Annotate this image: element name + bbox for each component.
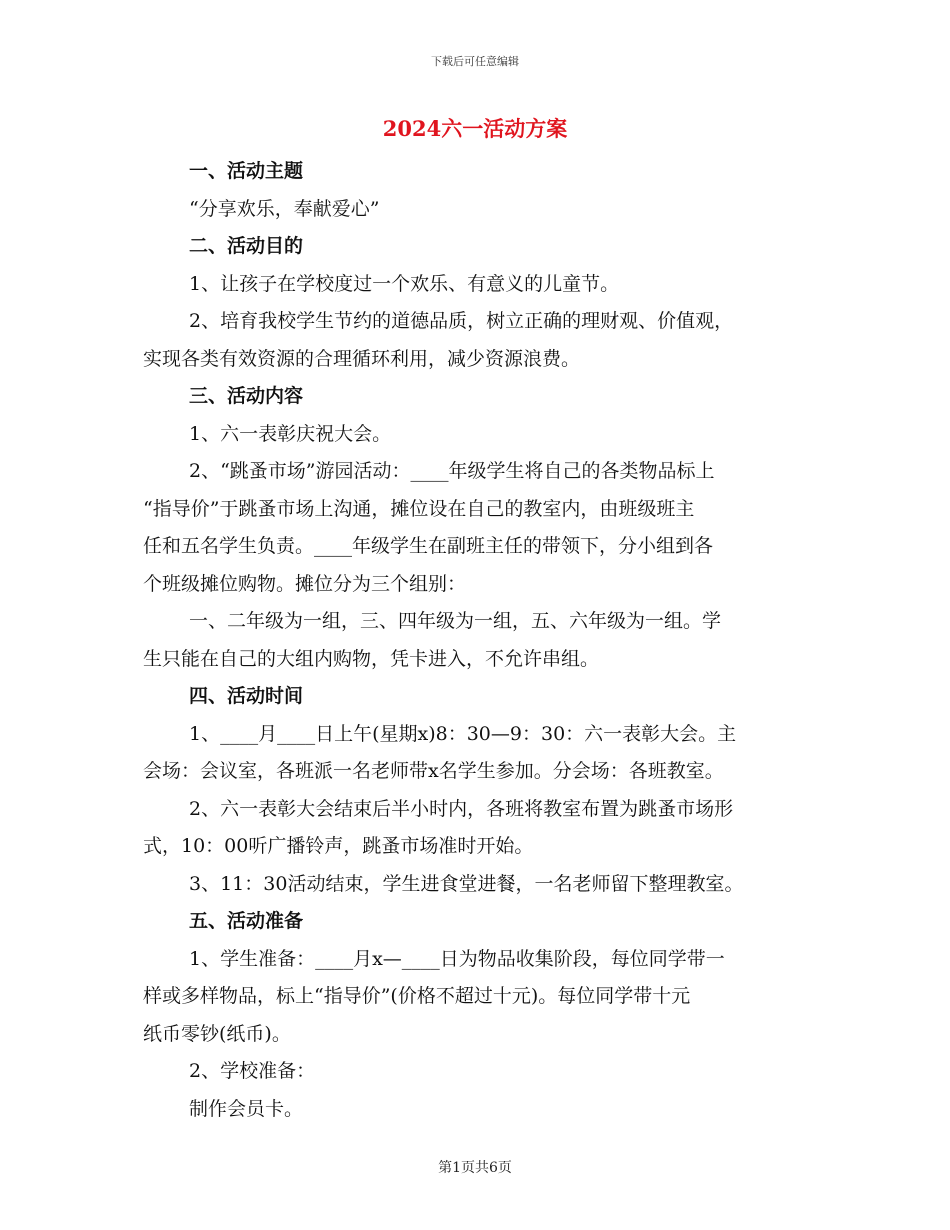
body-line: 实现各类有效资源的合理循环利用，减少资源浪费。 <box>143 347 581 370</box>
body-line: 样或多样物品，标上“指导价”(价格不超过十元)。每位同学带十元 <box>143 985 691 1007</box>
body-line: 制作会员卡。 <box>189 1097 304 1120</box>
body-line: 生只能在自己的大组内购物，凭卡进入，不允许串组。 <box>143 647 600 670</box>
body-line: 纸币零钞(纸币)。 <box>143 1022 291 1045</box>
body-line: 1、学生准备：____月x—____日为物品收集阶段，每位同学带一 <box>189 947 725 970</box>
section-heading: 三、活动内容 <box>189 385 304 407</box>
body-line: 2、“跳蚤市场”游园活动：____年级学生将自己的各类物品标上 <box>189 460 715 482</box>
section-heading: 四、活动时间 <box>189 685 304 707</box>
body-line: 任和五名学生负责。____年级学生在副班主任的带领下，分小组到各 <box>143 535 714 557</box>
body-line: 会场：会议室，各班派一名老师带x名学生参加。分会场：各班教室。 <box>143 760 724 782</box>
page-header: 下载后可任意编辑 <box>431 55 519 68</box>
body-line: 1、六一表彰庆祝大会。 <box>189 422 392 445</box>
body-line: 1、____月____日上午(星期x)8：30—9：30：六一表彰大会。主 <box>189 722 737 745</box>
body-line: 1、让孩子在学校度过一个欢乐、有意义的儿童节。 <box>189 272 620 295</box>
body-line: 2、培育我校学生节约的道德品质，树立正确的理财观、价值观， <box>189 310 734 332</box>
body-line: 一、二年级为一组，三、四年级为一组，五、六年级为一组。学 <box>189 610 722 632</box>
document-title: 2024六一活动方案 <box>382 116 568 141</box>
body-line: 式，10：00听广播铃声，跳蚤市场准时开始。 <box>143 835 534 857</box>
body-line: 个班级摊位购物。摊位分为三个组别： <box>143 572 467 595</box>
body-line: 3、11：30活动结束，学生进食堂进餐，一名老师留下整理教室。 <box>189 872 744 895</box>
section-heading: 五、活动准备 <box>189 910 304 932</box>
body-line: “分享欢乐，奉献爱心” <box>189 197 380 220</box>
body-line: 2、六一表彰大会结束后半小时内，各班将教室布置为跳蚤市场形 <box>189 797 734 820</box>
section-heading: 一、活动主题 <box>189 160 304 182</box>
body-line: “指导价”于跳蚤市场上沟通，摊位设在自己的教室内，由班级班主 <box>143 497 695 520</box>
page-footer: 第1页共6页 <box>438 1160 512 1176</box>
body-line: 2、学校准备： <box>189 1060 316 1082</box>
document-body <box>143 153 808 1128</box>
section-heading: 二、活动目的 <box>189 235 304 257</box>
